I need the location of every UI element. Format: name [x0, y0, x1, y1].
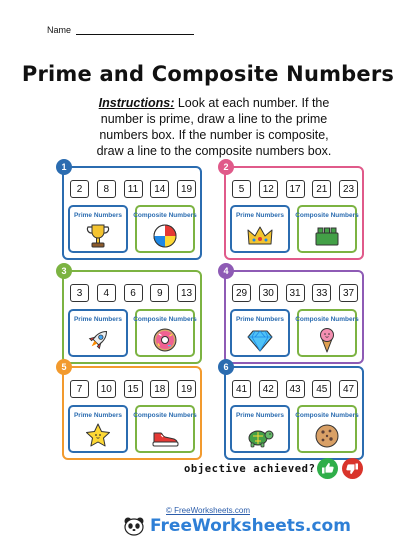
prime-numbers-box[interactable]: [230, 405, 290, 453]
panel-number-badge: 5: [56, 359, 72, 375]
number-tile: 12: [259, 180, 278, 198]
instructions-text: Look at each number. If the number is prime, draw a line to the prime numbers box. If the number is composite, draw a line to the composite numbers box.: [96, 96, 332, 158]
number-tile: 19: [177, 180, 196, 198]
composite-numbers-label: Composite Numbers: [295, 412, 359, 419]
sneaker-icon: [150, 422, 180, 450]
prime-numbers-box[interactable]: [68, 405, 128, 453]
brand-footer: [122, 516, 351, 536]
number-tile: 21: [312, 180, 331, 198]
composite-numbers-box[interactable]: [135, 205, 195, 253]
number-tile: 5: [232, 180, 251, 198]
number-tile: 29: [232, 284, 251, 302]
composite-numbers-box[interactable]: [135, 309, 195, 357]
composite-numbers-box[interactable]: [135, 405, 195, 453]
composite-numbers-label: Composite Numbers: [295, 316, 359, 323]
prime-numbers-label: Prime Numbers: [73, 212, 123, 219]
prime-numbers-box[interactable]: [230, 309, 290, 357]
prime-numbers-box[interactable]: [230, 205, 290, 253]
panel-number-badge: 3: [56, 263, 72, 279]
objective-achieved-text: objective achieved?: [184, 463, 316, 475]
building-block-icon: [312, 222, 342, 250]
number-tile: 45: [312, 380, 331, 398]
number-tile: 47: [339, 380, 358, 398]
star-icon: [83, 422, 113, 450]
number-tile: 17: [286, 180, 305, 198]
problem-panel-1: [61, 162, 202, 260]
crown-icon: [245, 222, 275, 250]
number-tile: 7: [70, 380, 89, 398]
composite-numbers-box[interactable]: [297, 405, 357, 453]
number-tile: 18: [150, 380, 169, 398]
name-field: [47, 25, 194, 35]
prime-numbers-label: Prime Numbers: [73, 412, 123, 419]
donut-icon: [150, 326, 180, 354]
thumbs-down-icon[interactable]: [342, 458, 363, 479]
brand-name: FreeWorksheets.com: [150, 516, 351, 536]
number-row: [232, 380, 358, 398]
name-label: Name: [47, 25, 72, 35]
problem-panel-3: [61, 266, 202, 364]
number-row: [70, 284, 196, 302]
panel-number-badge: 4: [218, 263, 234, 279]
number-tile: 4: [97, 284, 116, 302]
ice-cream-icon: [312, 326, 342, 354]
panda-logo: [122, 516, 146, 536]
number-tile: 42: [259, 380, 278, 398]
number-tile: 41: [232, 380, 251, 398]
thumbs-up-icon[interactable]: [317, 458, 338, 479]
problem-panel-6: [223, 362, 364, 460]
composite-numbers-label: Composite Numbers: [295, 212, 359, 219]
number-row: [232, 284, 358, 302]
copyright-link[interactable]: © FreeWorksheets.com: [166, 506, 250, 515]
number-row: [70, 380, 196, 398]
number-tile: 19: [177, 380, 196, 398]
number-tile: 9: [150, 284, 169, 302]
number-tile: 37: [339, 284, 358, 302]
worksheet-title: Prime and Composite Numbers: [21, 62, 395, 86]
number-tile: 10: [97, 380, 116, 398]
composite-numbers-label: Composite Numbers: [133, 412, 197, 419]
number-tile: 33: [312, 284, 331, 302]
number-tile: 11: [124, 180, 143, 198]
composite-numbers-box[interactable]: [297, 205, 357, 253]
turtle-icon: [245, 422, 275, 450]
name-line[interactable]: [76, 26, 194, 35]
number-tile: 30: [259, 284, 278, 302]
beach-ball-icon: [150, 222, 180, 250]
problem-panel-2: [223, 162, 364, 260]
number-tile: 15: [124, 380, 143, 398]
problem-panel-5: [61, 362, 202, 460]
number-tile: 6: [124, 284, 143, 302]
instructions: [92, 95, 336, 159]
diamond-icon: [245, 326, 275, 354]
composite-numbers-label: Composite Numbers: [133, 316, 197, 323]
number-tile: 14: [150, 180, 169, 198]
number-tile: 43: [286, 380, 305, 398]
number-tile: 13: [177, 284, 196, 302]
prime-numbers-label: Prime Numbers: [235, 212, 285, 219]
number-tile: 31: [286, 284, 305, 302]
number-tile: 23: [339, 180, 358, 198]
prime-numbers-box[interactable]: [68, 309, 128, 357]
panel-number-badge: 2: [218, 159, 234, 175]
prime-numbers-label: Prime Numbers: [235, 412, 285, 419]
number-row: [70, 180, 196, 198]
instructions-label: Instructions:: [98, 96, 175, 110]
panel-number-badge: 6: [218, 359, 234, 375]
number-row: [232, 180, 358, 198]
number-tile: 3: [70, 284, 89, 302]
composite-numbers-box[interactable]: [297, 309, 357, 357]
panel-number-badge: 1: [56, 159, 72, 175]
prime-numbers-box[interactable]: [68, 205, 128, 253]
rocket-icon: [83, 326, 113, 354]
number-tile: 2: [70, 180, 89, 198]
composite-numbers-label: Composite Numbers: [133, 212, 197, 219]
prime-numbers-label: Prime Numbers: [73, 316, 123, 323]
cookie-icon: [312, 422, 342, 450]
prime-numbers-label: Prime Numbers: [235, 316, 285, 323]
trophy-icon: [83, 222, 113, 250]
problem-panel-4: [223, 266, 364, 364]
number-tile: 8: [97, 180, 116, 198]
